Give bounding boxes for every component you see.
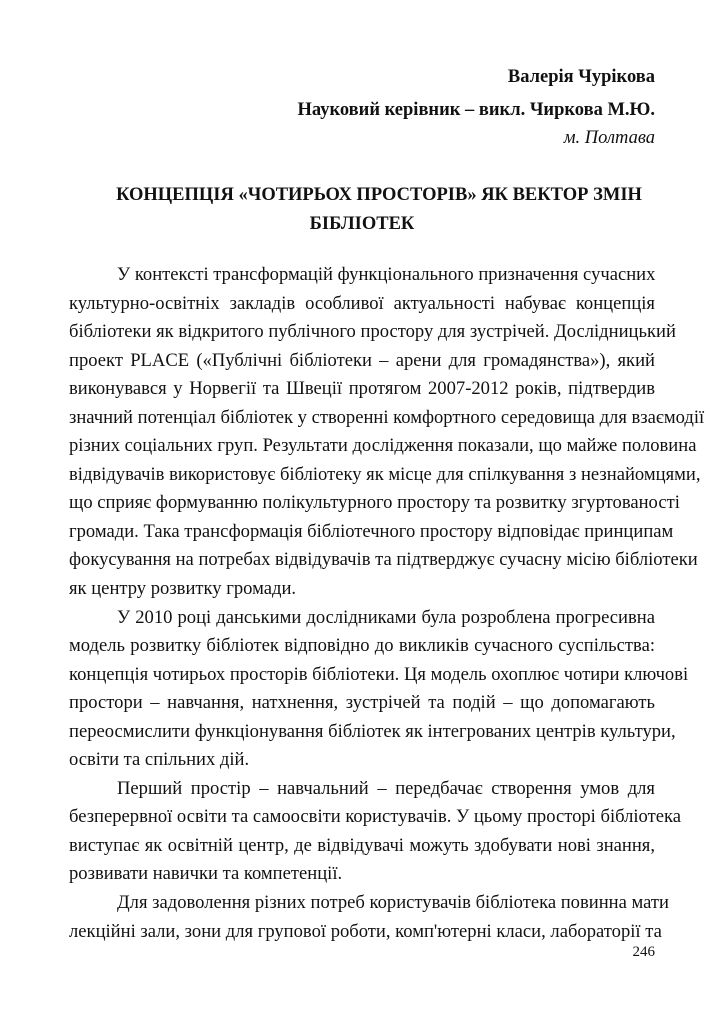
text-line: як центру розвитку громади. (69, 578, 297, 600)
title-line: КОНЦЕПЦІЯ «ЧОТИРЬОХ ПРОСТОРІВ» ЯК ВЕКТОР ЗМІН (116, 185, 642, 205)
text-line: Перший простір – навчальний – передбачає створення умов для (117, 777, 655, 799)
text-line: значний потенціал бібліотек у створенні комфортного середовища для взаємодії (69, 406, 705, 428)
article-body (69, 261, 705, 946)
text-line: проект PLACE («Публічні бібліотеки – арени для громадянства»), який (69, 349, 655, 371)
author-name: Валерія Чурікова (507, 67, 655, 87)
supervisor: Науковий керівник – викл. Чиркова М.Ю. (297, 100, 655, 120)
paragraph (69, 604, 689, 775)
text-line: відвідувачів використовує бібліотеку як місце для спілкування з незнайомцями, (69, 463, 701, 485)
page-number: 246 (632, 944, 655, 960)
text-line: що сприяє формуванню полікультурного простору та розвитку згуртованості (69, 492, 680, 514)
text-line: модель розвитку бібліотек відповідно до викликів сучасного суспільства: (69, 635, 655, 657)
text-line: У 2010 році данськими дослідниками була розроблена прогресивна (117, 606, 655, 628)
text-line: різних соціальних груп. Результати дослідження показали, що майже половина (69, 435, 697, 457)
city: м. Полтава (563, 128, 655, 148)
text-line: бібліотеки як відкритого публічного простору для зустрічей. Дослідницький (69, 321, 676, 343)
text-line: У контексті трансформацій функціонального призначення сучасних (117, 264, 656, 285)
text-line: переосмислити функціонування бібліотек як інтегрованих центрів культури, (69, 720, 676, 742)
text-line: безперервної освіти та самоосвіти користувачів. У цьому просторі бібліотека (69, 806, 681, 828)
paragraph (69, 261, 705, 604)
article-title (69, 181, 655, 238)
title-line: БІБЛІОТЕК (309, 213, 415, 234)
paragraph (69, 775, 681, 889)
paragraph (69, 889, 669, 946)
text-line: виступає як освітній центр, де відвідувачі можуть здобувати нові знання, (69, 834, 655, 856)
text-line: Для задоволення різних потреб користувачів бібліотека повинна мати (117, 892, 669, 914)
text-line: виконувався у Норвегії та Швеції протягом 2007-2012 років, підтвердив (69, 378, 655, 400)
text-line: фокусування на потребах відвідувачів та підтверджує сучасну місію бібліотеки (69, 549, 698, 571)
text-line: концепція чотирьох просторів бібліотеки. Ця модель охоплює чотири ключові (69, 663, 689, 685)
text-line: лекційні зали, зони для групової роботи, комп'ютерні класи, лабораторії та (69, 920, 662, 942)
text-line: культурно-освітніх закладів особливої актуальності набуває концепція (69, 292, 655, 314)
text-line: розвивати навички та компетенції. (69, 863, 343, 885)
text-line: освіти та спільних дій. (69, 749, 250, 771)
text-line: громади. Така трансформація бібліотечного простору відповідає принципам (69, 520, 674, 542)
text-line: простори – навчання, натхнення, зустрічей та подій – що допомагають (69, 692, 655, 714)
